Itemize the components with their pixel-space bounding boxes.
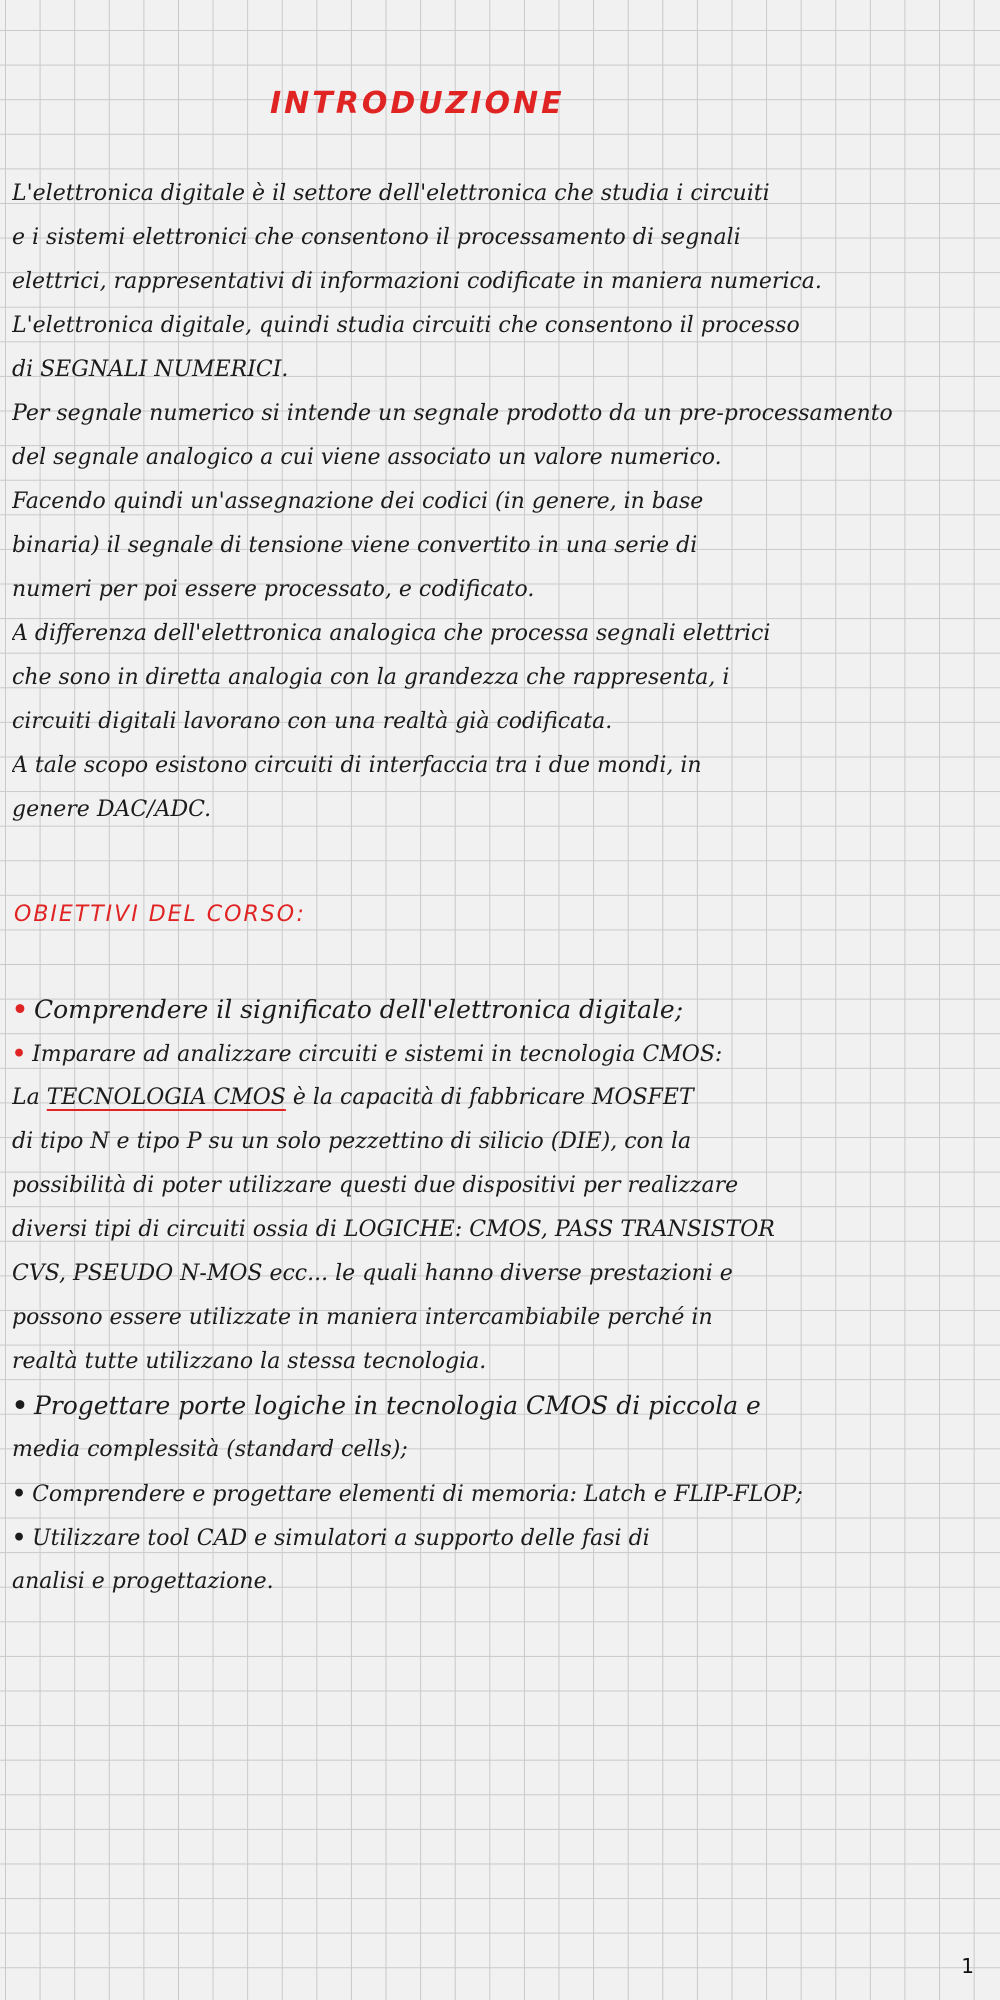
- intro-line: che sono in diretta analogia con la grandezza che rappresenta, i: [12, 665, 730, 690]
- bullet-icon: •: [12, 1525, 27, 1551]
- definition-line: diversi tipi di circuiti ossia di LOGICHE: CMOS, PASS TRANSISTOR: [12, 1217, 775, 1242]
- definition-line: possibilità di poter utilizzare questi due dispositivi per realizzare: [12, 1173, 739, 1198]
- bullet-icon: •: [12, 1481, 27, 1507]
- objective-text: Comprendere e progettare elementi di memoria: Latch e FLIP-FLOP;: [32, 1482, 803, 1507]
- objective-item: [12, 1384, 992, 1428]
- definition-line: di tipo N e tipo P su un solo pezzettino di silicio (DIE), con la: [12, 1129, 692, 1154]
- objective-continuation: analisi e progettazione.: [12, 1569, 274, 1594]
- definition-text: è la capacità di fabbricare MOSFET: [292, 1085, 694, 1110]
- intro-line: L'elettronica digitale, quindi studia circuiti che consentono il processo: [12, 313, 800, 338]
- intro-line: Per segnale numerico si intende un segnale prodotto da un pre-processamento: [12, 401, 893, 426]
- intro-line: genere DAC/ADC.: [12, 797, 212, 822]
- bullet-icon: •: [12, 1041, 27, 1067]
- bullet-icon: •: [12, 1391, 28, 1420]
- intro-line: circuiti digitali lavorano con una realtà già codificata.: [12, 709, 613, 734]
- intro-line: numeri per poi essere processato, e codificato.: [12, 577, 535, 602]
- objective-item: [12, 988, 992, 1032]
- intro-line: elettrici, rappresentativi di informazioni codificate in maniera numerica.: [12, 269, 822, 294]
- page-number: 1: [961, 1954, 974, 1978]
- page-title: INTRODUZIONE: [270, 86, 565, 121]
- intro-line: L'elettronica digitale è il settore dell'elettronica che studia i circuiti: [12, 181, 770, 206]
- bullet-icon: •: [12, 995, 28, 1024]
- definition-line: realtà tutte utilizzano la stessa tecnologia.: [12, 1349, 487, 1374]
- definition-line: possono essere utilizzate in maniera intercambiabile perché in: [12, 1305, 713, 1330]
- intro-paragraph: [12, 172, 992, 832]
- objective-item: [12, 1516, 992, 1560]
- objectives-heading: OBIETTIVI DEL CORSO:: [14, 902, 306, 927]
- objectives-list: [12, 988, 992, 1604]
- cmos-definition: [12, 1076, 992, 1120]
- objective-continuation: media complessità (standard cells);: [12, 1437, 408, 1462]
- intro-line: A tale scopo esistono circuiti di interfaccia tra i due mondi, in: [12, 753, 702, 778]
- intro-line: di SEGNALI NUMERICI.: [12, 357, 289, 382]
- intro-line: e i sistemi elettronici che consentono il processamento di segnali: [12, 225, 741, 250]
- intro-line: Facendo quindi un'assegnazione dei codici (in genere, in base: [12, 489, 704, 514]
- objective-text: Utilizzare tool CAD e simulatori a supporto delle fasi di: [32, 1526, 650, 1551]
- definition-prefix: La: [12, 1085, 40, 1110]
- objective-text: Imparare ad analizzare circuiti e sistemi in tecnologia CMOS:: [32, 1042, 723, 1067]
- intro-line: binaria) il segnale di tensione viene convertito in una serie di: [12, 533, 698, 558]
- definition-line: CVS, PSEUDO N-MOS ecc... le quali hanno diverse prestazioni e: [12, 1261, 733, 1286]
- objective-text: Progettare porte logiche in tecnologia CMOS di piccola e: [33, 1391, 761, 1420]
- intro-line: A differenza dell'elettronica analogica che processa segnali elettrici: [12, 621, 771, 646]
- intro-line: del segnale analogico a cui viene associato un valore numerico.: [12, 445, 722, 470]
- objective-text: Comprendere il significato dell'elettronica digitale;: [33, 995, 684, 1024]
- definition-term: TECNOLOGIA CMOS: [46, 1085, 286, 1110]
- objective-item: [12, 1032, 992, 1076]
- objective-item: [12, 1472, 992, 1516]
